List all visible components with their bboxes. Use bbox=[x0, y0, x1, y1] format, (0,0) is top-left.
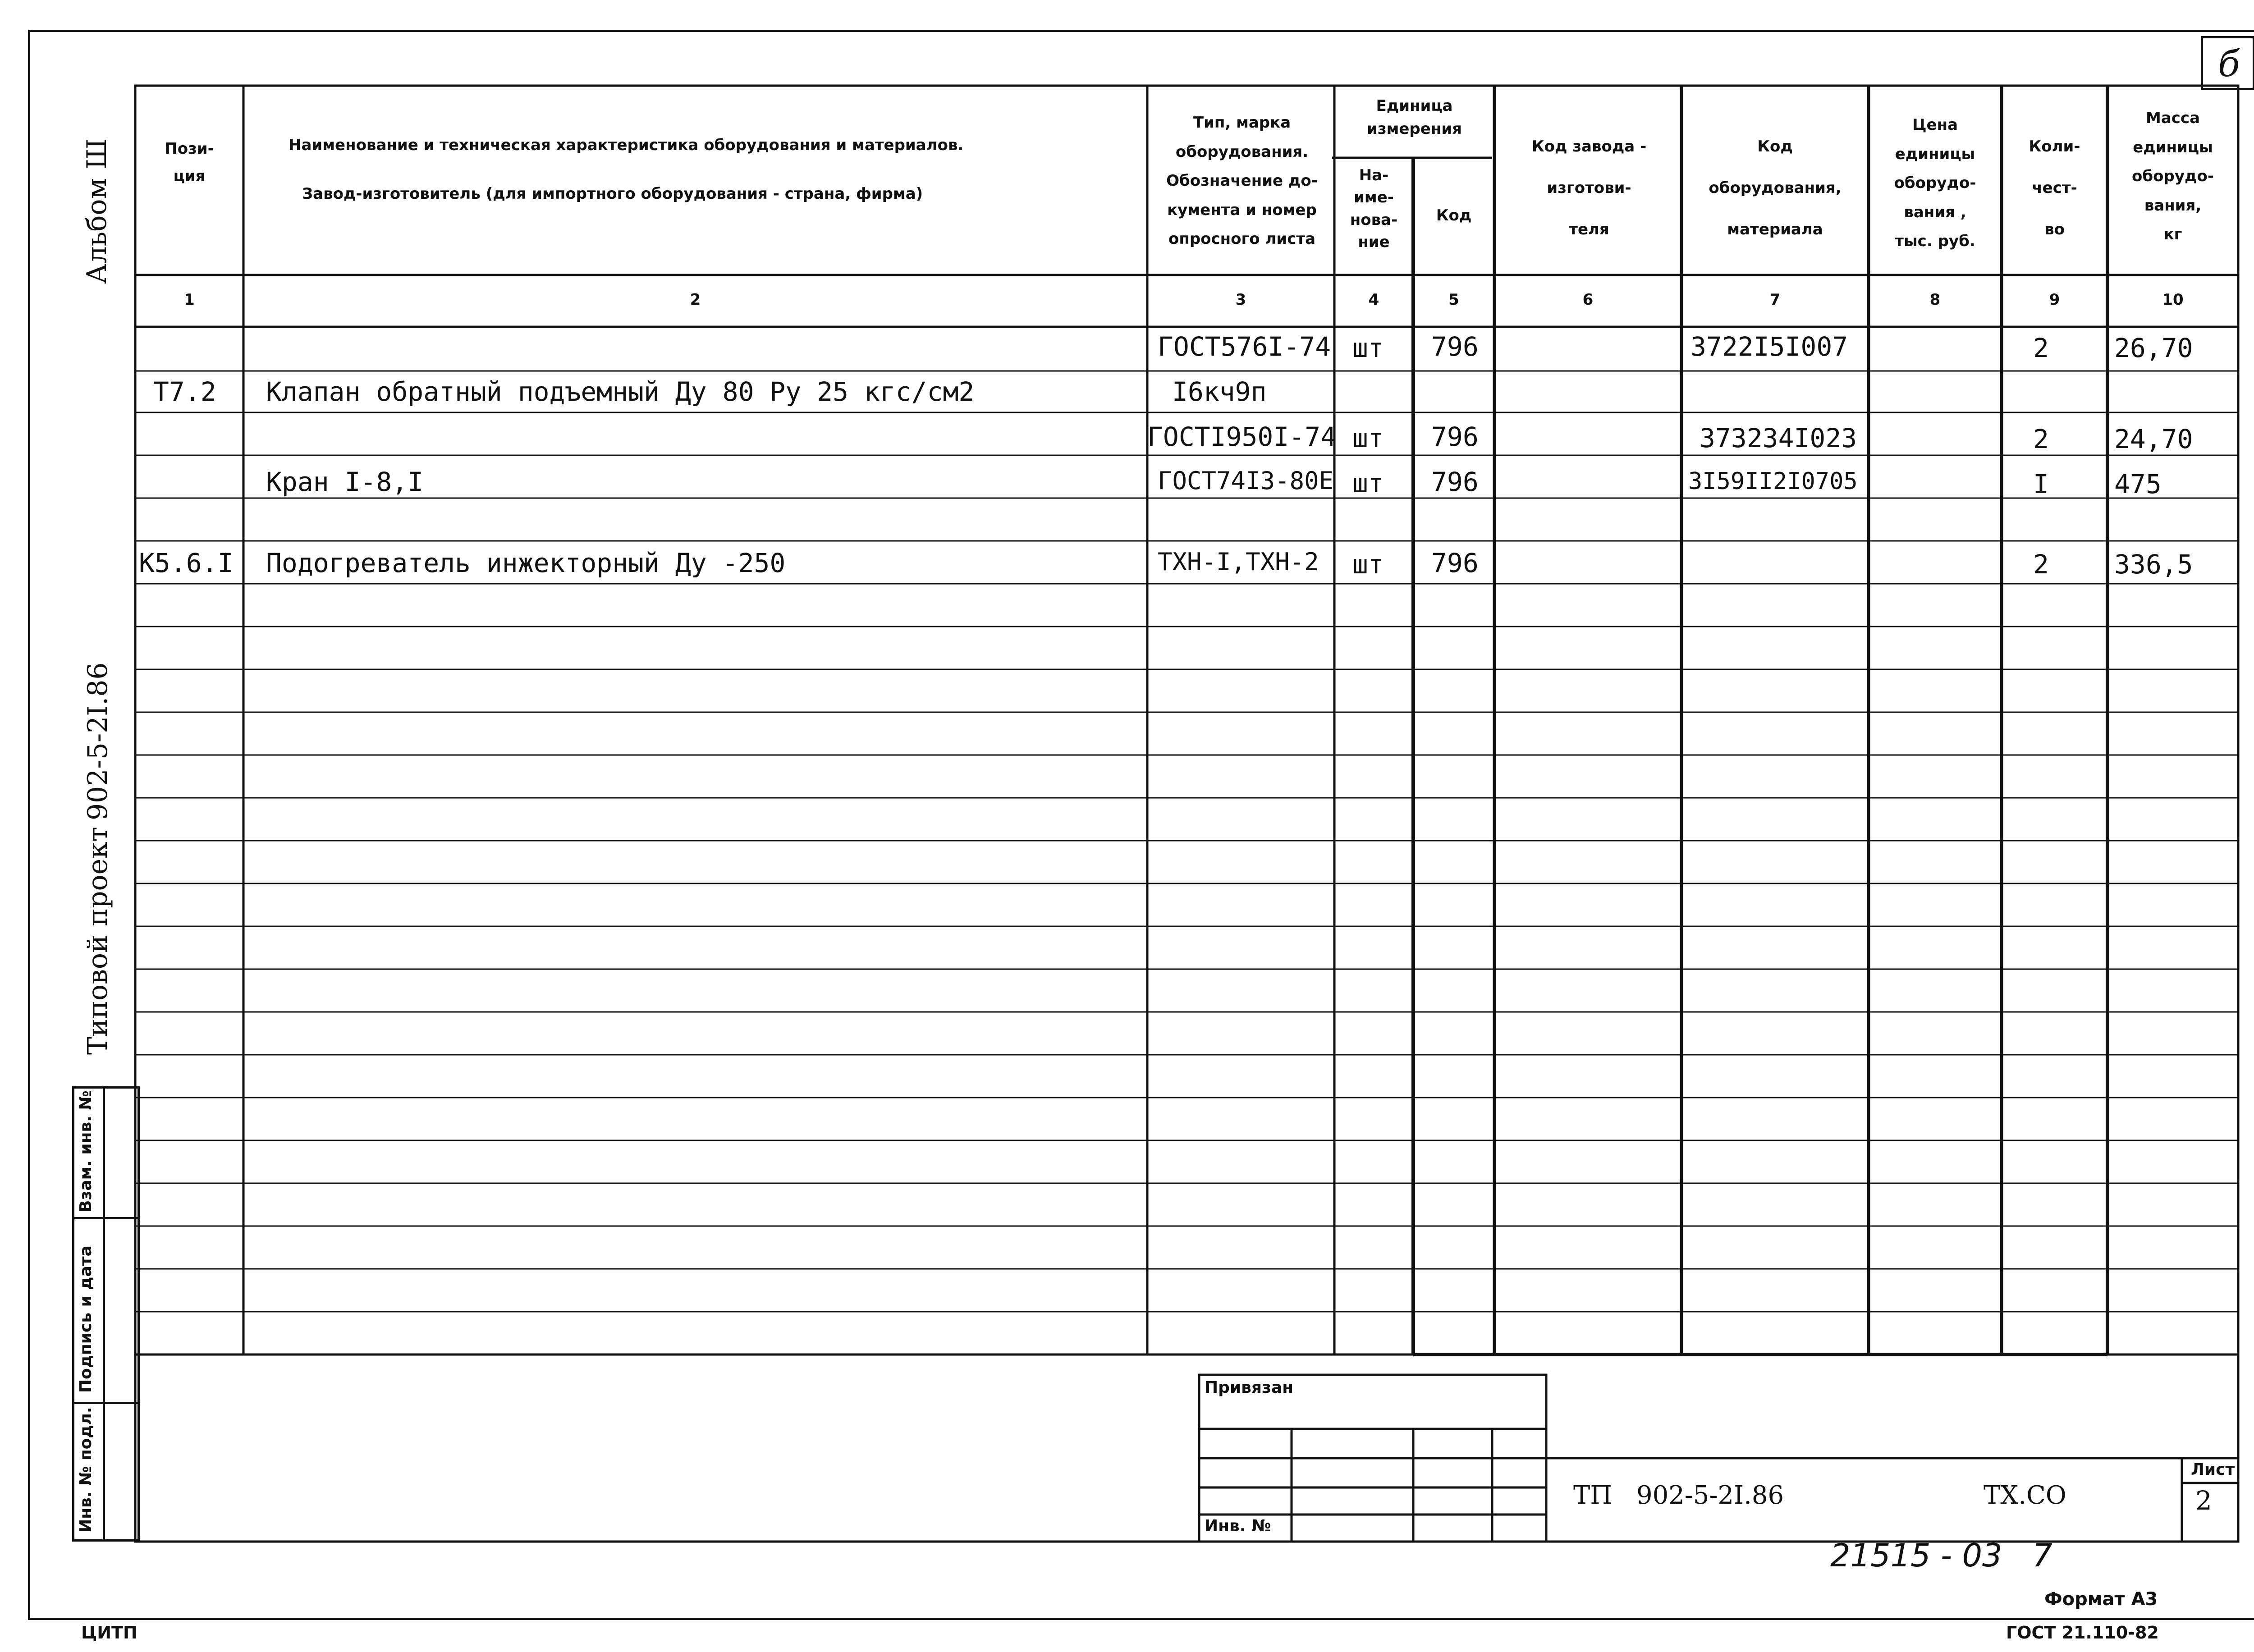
colnum-9: 9 bbox=[2049, 291, 2060, 309]
row-3-eq-code: 373234I023 bbox=[1700, 423, 1857, 453]
row-1-code: 796 bbox=[1431, 331, 1479, 362]
colnum-3: 3 bbox=[1235, 291, 1246, 309]
row-1-mass: 26,70 bbox=[2114, 333, 2193, 363]
header-name-line2: Завод-изготовитель (для импортного оборудования - страна, фирма) bbox=[302, 185, 923, 203]
row-4-name: Кран I-8,I bbox=[266, 467, 424, 497]
header-mass: Масса единицы оборудо- вания, кг bbox=[2132, 109, 2214, 244]
colnum-1: 1 bbox=[184, 291, 195, 309]
row-6-position: К5.6.I bbox=[139, 548, 234, 578]
row-6-name: Подогреватель инжекторный Ду -250 bbox=[266, 548, 786, 578]
stamp-inv-no: Инв. № bbox=[1205, 1517, 1271, 1535]
row-6-code: 796 bbox=[1431, 548, 1479, 578]
project-type-label: Типовой проект bbox=[82, 827, 114, 1055]
row-4-code: 796 bbox=[1431, 467, 1479, 497]
row-2-type: I6кч9п bbox=[1172, 376, 1267, 407]
row-2-name: Клапан обратный подъемный Ду 80 Ру 25 кгс/см2 bbox=[266, 376, 975, 407]
sheet-corner-mark: б bbox=[2218, 43, 2240, 85]
header-position: Пози- ция bbox=[165, 140, 214, 186]
row-3-code: 796 bbox=[1431, 421, 1479, 452]
row-3-mass: 24,70 bbox=[2114, 424, 2193, 454]
colnum-8: 8 bbox=[1929, 291, 1941, 309]
row-4-unit: шт bbox=[1352, 468, 1384, 499]
footer-left: ЦИТП bbox=[81, 1623, 137, 1643]
format-label: Формат А3 bbox=[2044, 1589, 2158, 1610]
stamp-doc-code: ТХ.СО bbox=[1984, 1481, 2066, 1510]
row-3-qty: 2 bbox=[2033, 424, 2049, 454]
row-1-qty: 2 bbox=[2033, 333, 2049, 363]
row-6-qty: 2 bbox=[2033, 549, 2049, 580]
row-2-position: Т7.2 bbox=[153, 376, 216, 407]
colnum-2: 2 bbox=[690, 291, 701, 309]
stamp-doc-number: 902-5-2I.86 bbox=[1636, 1481, 1784, 1510]
handwritten-archive-number: 21515 - 03 7 bbox=[1830, 1537, 2052, 1574]
stamp-sheet-label: Лист bbox=[2191, 1460, 2235, 1479]
stamp-tp: ТП bbox=[1573, 1481, 1613, 1510]
row-4-type: ГОСТ74I3-80Е bbox=[1158, 467, 1334, 495]
row-1-type: ГОСТ576I-74 bbox=[1158, 331, 1331, 362]
header-name-line1: Наименование и техническая характеристика оборудования и материалов. bbox=[289, 136, 964, 154]
row-4-qty: I bbox=[2033, 469, 2049, 499]
footer-right: ГОСТ 21.110-82 bbox=[2006, 1623, 2159, 1643]
header-price: Цена единицы оборудо- вания , тыс. руб. bbox=[1894, 116, 1976, 251]
stamp-sheet-number: 2 bbox=[2195, 1485, 2212, 1516]
header-unit-group: Единица измерения bbox=[1367, 97, 1462, 138]
header-equipment-code: Код оборудования, материала bbox=[1709, 137, 1842, 238]
project-number-vertical: 902-5-2I.86 bbox=[82, 662, 114, 820]
header-factory-code: Код завода - изготови- теля bbox=[1531, 137, 1647, 238]
row-1-unit: шт bbox=[1352, 333, 1384, 363]
stamp-attached: Привязан bbox=[1205, 1378, 1294, 1397]
row-1-eq-code: 3722I5I007 bbox=[1690, 331, 1848, 362]
stamp-sign-date: Подпись и дата bbox=[77, 1245, 95, 1393]
header-quantity: Коли- чест- во bbox=[2029, 137, 2080, 238]
colnum-6: 6 bbox=[1582, 291, 1594, 309]
colnum-5: 5 bbox=[1448, 291, 1459, 309]
colnum-7: 7 bbox=[1769, 291, 1781, 309]
row-4-mass: 475 bbox=[2114, 469, 2162, 499]
row-6-unit: шт bbox=[1352, 549, 1384, 580]
header-type: Тип, марка оборудования. Обозначение до- кумента и номер опросного листа bbox=[1166, 114, 1318, 248]
stamp-replace-inv: Взам. инв. № bbox=[77, 1090, 95, 1213]
stamp-original-inv: Инв. № подл. bbox=[77, 1407, 95, 1533]
row-6-type: ТХН-I,ТХН-2 bbox=[1158, 548, 1319, 576]
header-unit-code: Код bbox=[1436, 206, 1472, 224]
header-unit-name: На- име- нова- ние bbox=[1350, 166, 1398, 251]
row-3-type: ГОСТI950I-74 bbox=[1147, 421, 1337, 452]
row-6-mass: 336,5 bbox=[2114, 549, 2193, 580]
colnum-10: 10 bbox=[2162, 291, 2184, 309]
colnum-4: 4 bbox=[1368, 291, 1379, 309]
album-label: Альбом Ш bbox=[81, 138, 113, 284]
row-4-eq-code: 3I59II2I0705 bbox=[1688, 468, 1858, 495]
row-3-unit: шт bbox=[1352, 423, 1384, 453]
